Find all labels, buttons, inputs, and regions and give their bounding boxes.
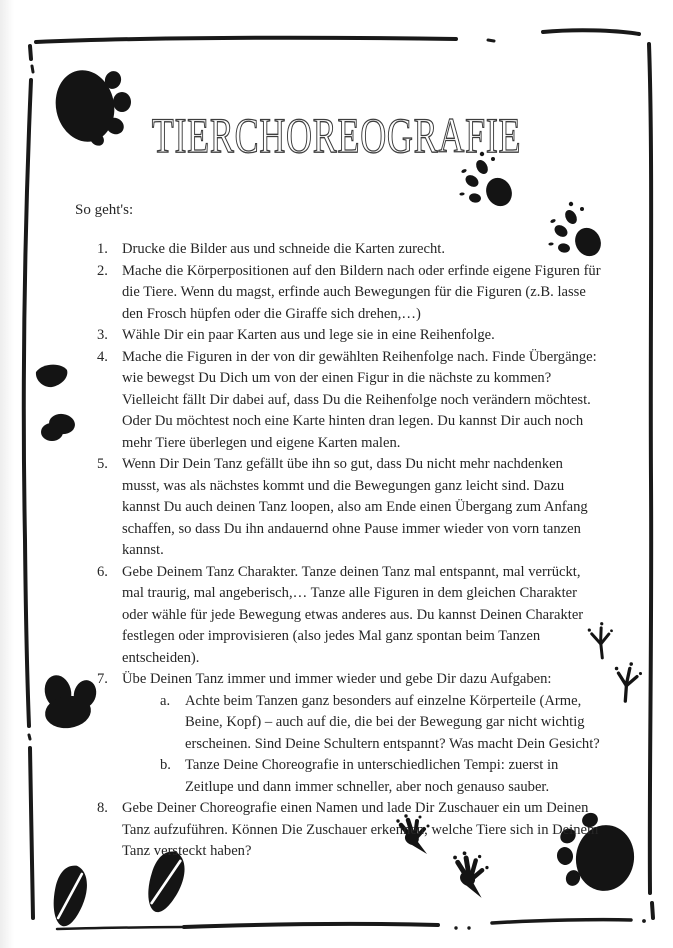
step-text: Wähle Dir ein paar Karten aus und lege sie in eine Reihenfolge. [122,327,495,343]
steps-list [97,239,602,863]
step-number: 5. [97,456,108,472]
step-item-3 [97,325,602,347]
substep-text: Tanze Deine Choreografie in unterschiedlichen Tempi: zuerst in Zeitlupe und dann immer schneller, aber noch genauso sauber. [185,757,559,795]
step-number: 2. [97,262,108,279]
substep-item-a [160,691,602,756]
substep-text: Achte beim Tanzen ganz besonders auf einzelne Körperteile (Arme, Beine, Kopf) – auch auf die, die bei der Bewegung gar nicht wichtig erscheinen. Sind Deine Schultern entspannt? Was macht Dein Gesicht? [185,692,600,752]
deer-hoof-print-icon [48,862,91,929]
substep-letter: b. [160,757,171,773]
step-item-6 [97,562,602,670]
step-item-8 [97,798,602,863]
substeps-list [160,691,602,799]
substep-letter: a. [160,692,171,709]
step-item-2 [97,261,602,326]
step-text: Gebe Deinem Tanz Charakter. Tanze deinen Tanz mal entspannt, mal verrückt, mal traurig, mal angeberisch,… Tanze alle Figuren in dem gleichen Charakter oder wähle für jede Bewegung etwas anderes aus. Du kannst Deinen Charakter festlegen oder improvisieren (also jedes Mal ganz spontan beim Tanzen entscheiden). [122,563,584,666]
page-title: TIERCHOREOGRAFIE [151,107,522,163]
intro-text: So geht's: [75,202,134,218]
step-text: Mache die Körperpositionen auf den Bildern nach oder erfinde eigene Figuren für die Tiere. Wenn du magst, erfinde auch Bewegungen für die Figuren (z.B. lasse den Frosch hüpfen oder die Giraffe sich drehen,…) [122,262,601,322]
step-item-4 [97,347,602,455]
step-number: 8. [97,800,108,816]
small-track-icon [36,365,67,388]
substep-item-b [160,755,602,798]
step-number: 1. [97,241,108,257]
step-number: 6. [97,563,108,580]
step-text: Übe Deinen Tanz immer und immer wieder und gebe Dir dazu Aufgaben: [122,671,552,687]
step-text: Wenn Dir Dein Tanz gefällt übe ihn so gut, dass Du nicht mehr nachdenken musst, was als nächstes kommt und die Bewegungen ganz leicht sind. Dazu kannst Du auch deinen Tanz loopen, also am Ende einen Übergang zum Anfang schaffen, so dass Du ihn andauernd ohne Pause immer wieder von vorn tanzen kannst. [122,456,588,558]
step-number: 4. [97,348,108,365]
bird-track-icon [613,661,643,702]
step-item-5 [97,454,602,562]
step-text: Gebe Deiner Choreografie einen Namen und lade Dir Zuschauer ein um Deinen Tanz aufzuführen. Können Die Zuschauer erkennen, welche Tiere sich in Deinem Tanz versteckt haben? [122,800,599,859]
cloven-hoof-print-icon [41,672,99,731]
step-number: 7. [97,671,108,687]
step-item-1 [97,239,602,261]
step-text: Mache die Figuren in der von dir gewählten Reihenfolge nach. Finde Übergänge: wie bewegst Du Dich um von der einen Figur in die nächste zu kommen? Vielleicht fällt Dir dabei auf, dass Du die Reihenfolge noch verändern möchtest. Oder Du möchtest noch eine Karte hinten dran legen. Du kannst Dir auch noch mehr Tiere überlegen und eigene Karten malen. [122,348,597,451]
step-item-7 [97,669,602,798]
small-track-icon [41,412,76,441]
step-number: 3. [97,327,108,343]
step-text: Drucke die Bilder aus und schneide die Karten zurecht. [122,241,445,257]
